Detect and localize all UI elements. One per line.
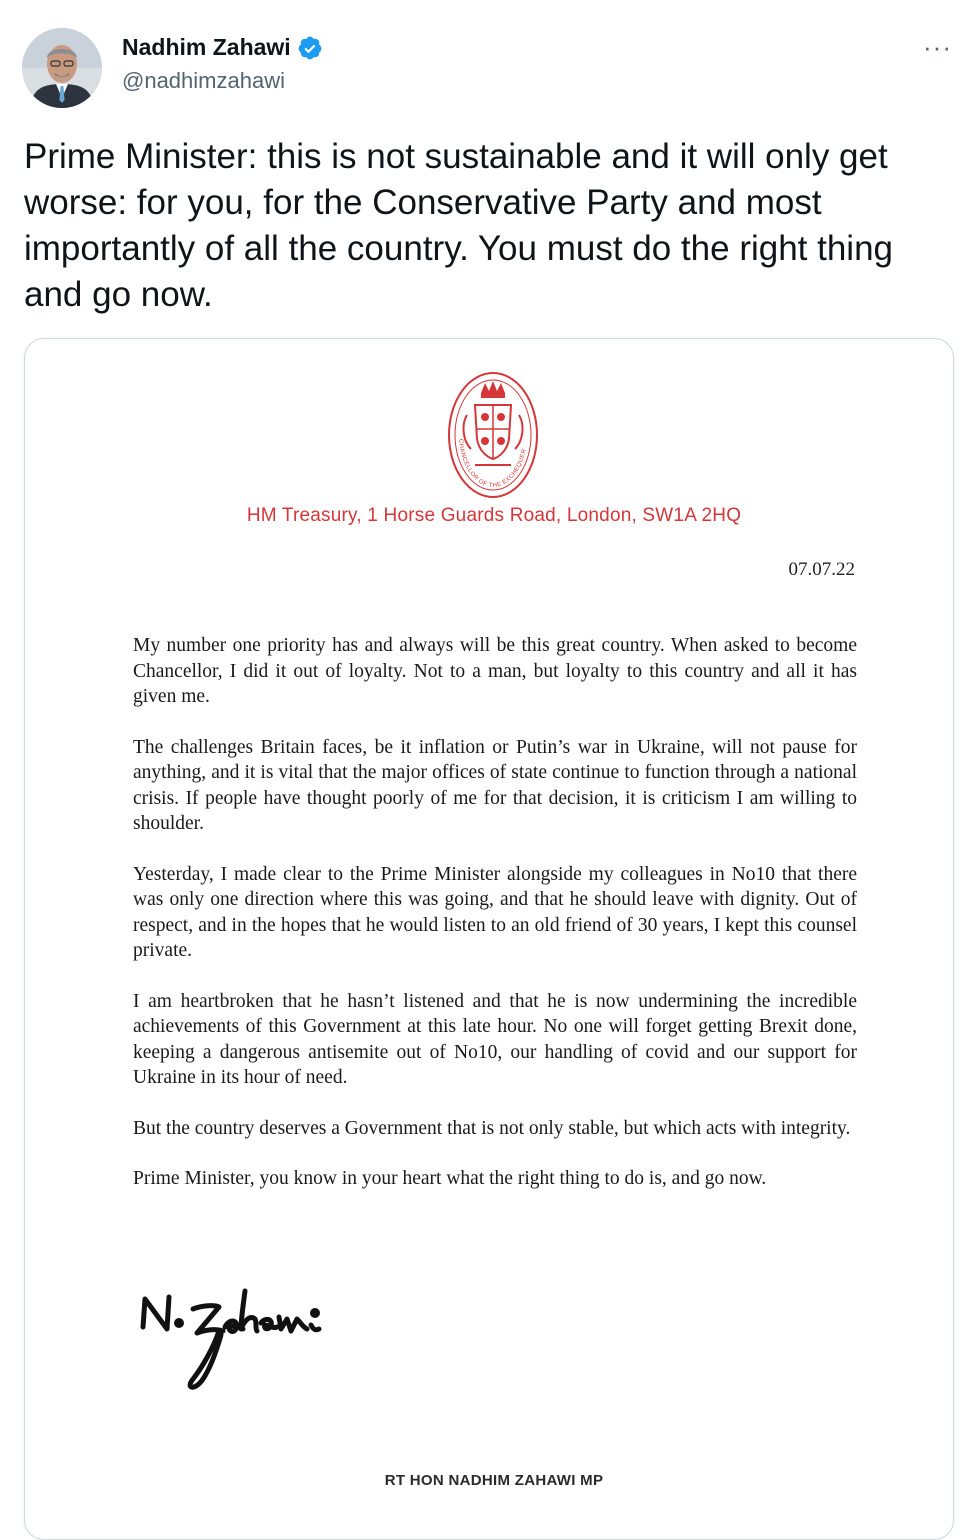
more-options-icon[interactable]: ··· [923, 32, 952, 62]
letter-paragraph: Prime Minister, you know in your heart what the right thing to do is, and go now. [133, 1168, 767, 1189]
avatar[interactable] [22, 28, 102, 108]
letter-paragraph: But the country deserves a Government that is not only stable, but which acts with integrity. [133, 1117, 851, 1139]
author-display-name[interactable]: Nadhim Zahawi [122, 34, 291, 60]
handwritten-signature [137, 1279, 407, 1399]
resignation-letter [25, 339, 953, 1539]
author-handle[interactable]: @nadhimzahawi [122, 68, 285, 93]
verified-badge-icon [297, 35, 323, 61]
letter-body [133, 633, 857, 1217]
crest-text: CHANCELLOR OF THE EXCHEQUER [457, 438, 528, 490]
author-name-row[interactable] [122, 34, 323, 61]
letter-paragraph: The challenges Britain faces, be it inflation or Putin’s war in Ukraine, will not pause for anything, and it is vital that the major offices of state continue to function through a national crisis. If people have thought poorly of me for that decision, it is criticism I am willing to shoulder. [133, 736, 857, 834]
tweet-media-image[interactable] [24, 338, 954, 1540]
letter-paragraph: I am heartbroken that he hasn’t listened and that he is now undermining the incredible achievements of this Government at this late hour. No one will forget getting Brexit done, keeping a dangerous antisemite out of No10, our handling of covid and our support for Ukraine in its hour of need. [133, 990, 857, 1088]
letterhead-address: HM Treasury, 1 Horse Guards Road, London, SW1A 2HQ [246, 505, 742, 526]
letter-paragraph: Yesterday, I made clear to the Prime Minister alongside my colleagues in No10 that there was only one direction where this was going, and that he should leave with dignity. Out of respect, and in the hopes that he would listen to an old friend of 30 years, I kept this counsel private. [133, 863, 857, 961]
avatar-image [22, 28, 102, 108]
treasury-crest-icon [445, 369, 541, 501]
signatory-name: RT HON NADHIM ZAHAWI MP [384, 1472, 604, 1489]
letter-date: 07.07.22 [788, 559, 855, 580]
tweet-text: Prime Minister: this is not sustainable and it will only get worse: for you, for the Conservative Party and most importantly of all the country. You must do the right thing and go now. [24, 137, 894, 314]
letter-paragraph: My number one priority has and always will be this great country. When asked to become Chancellor, I did it out of loyalty. Not to a man, but loyalty to this country and all it has given me. [133, 635, 857, 707]
